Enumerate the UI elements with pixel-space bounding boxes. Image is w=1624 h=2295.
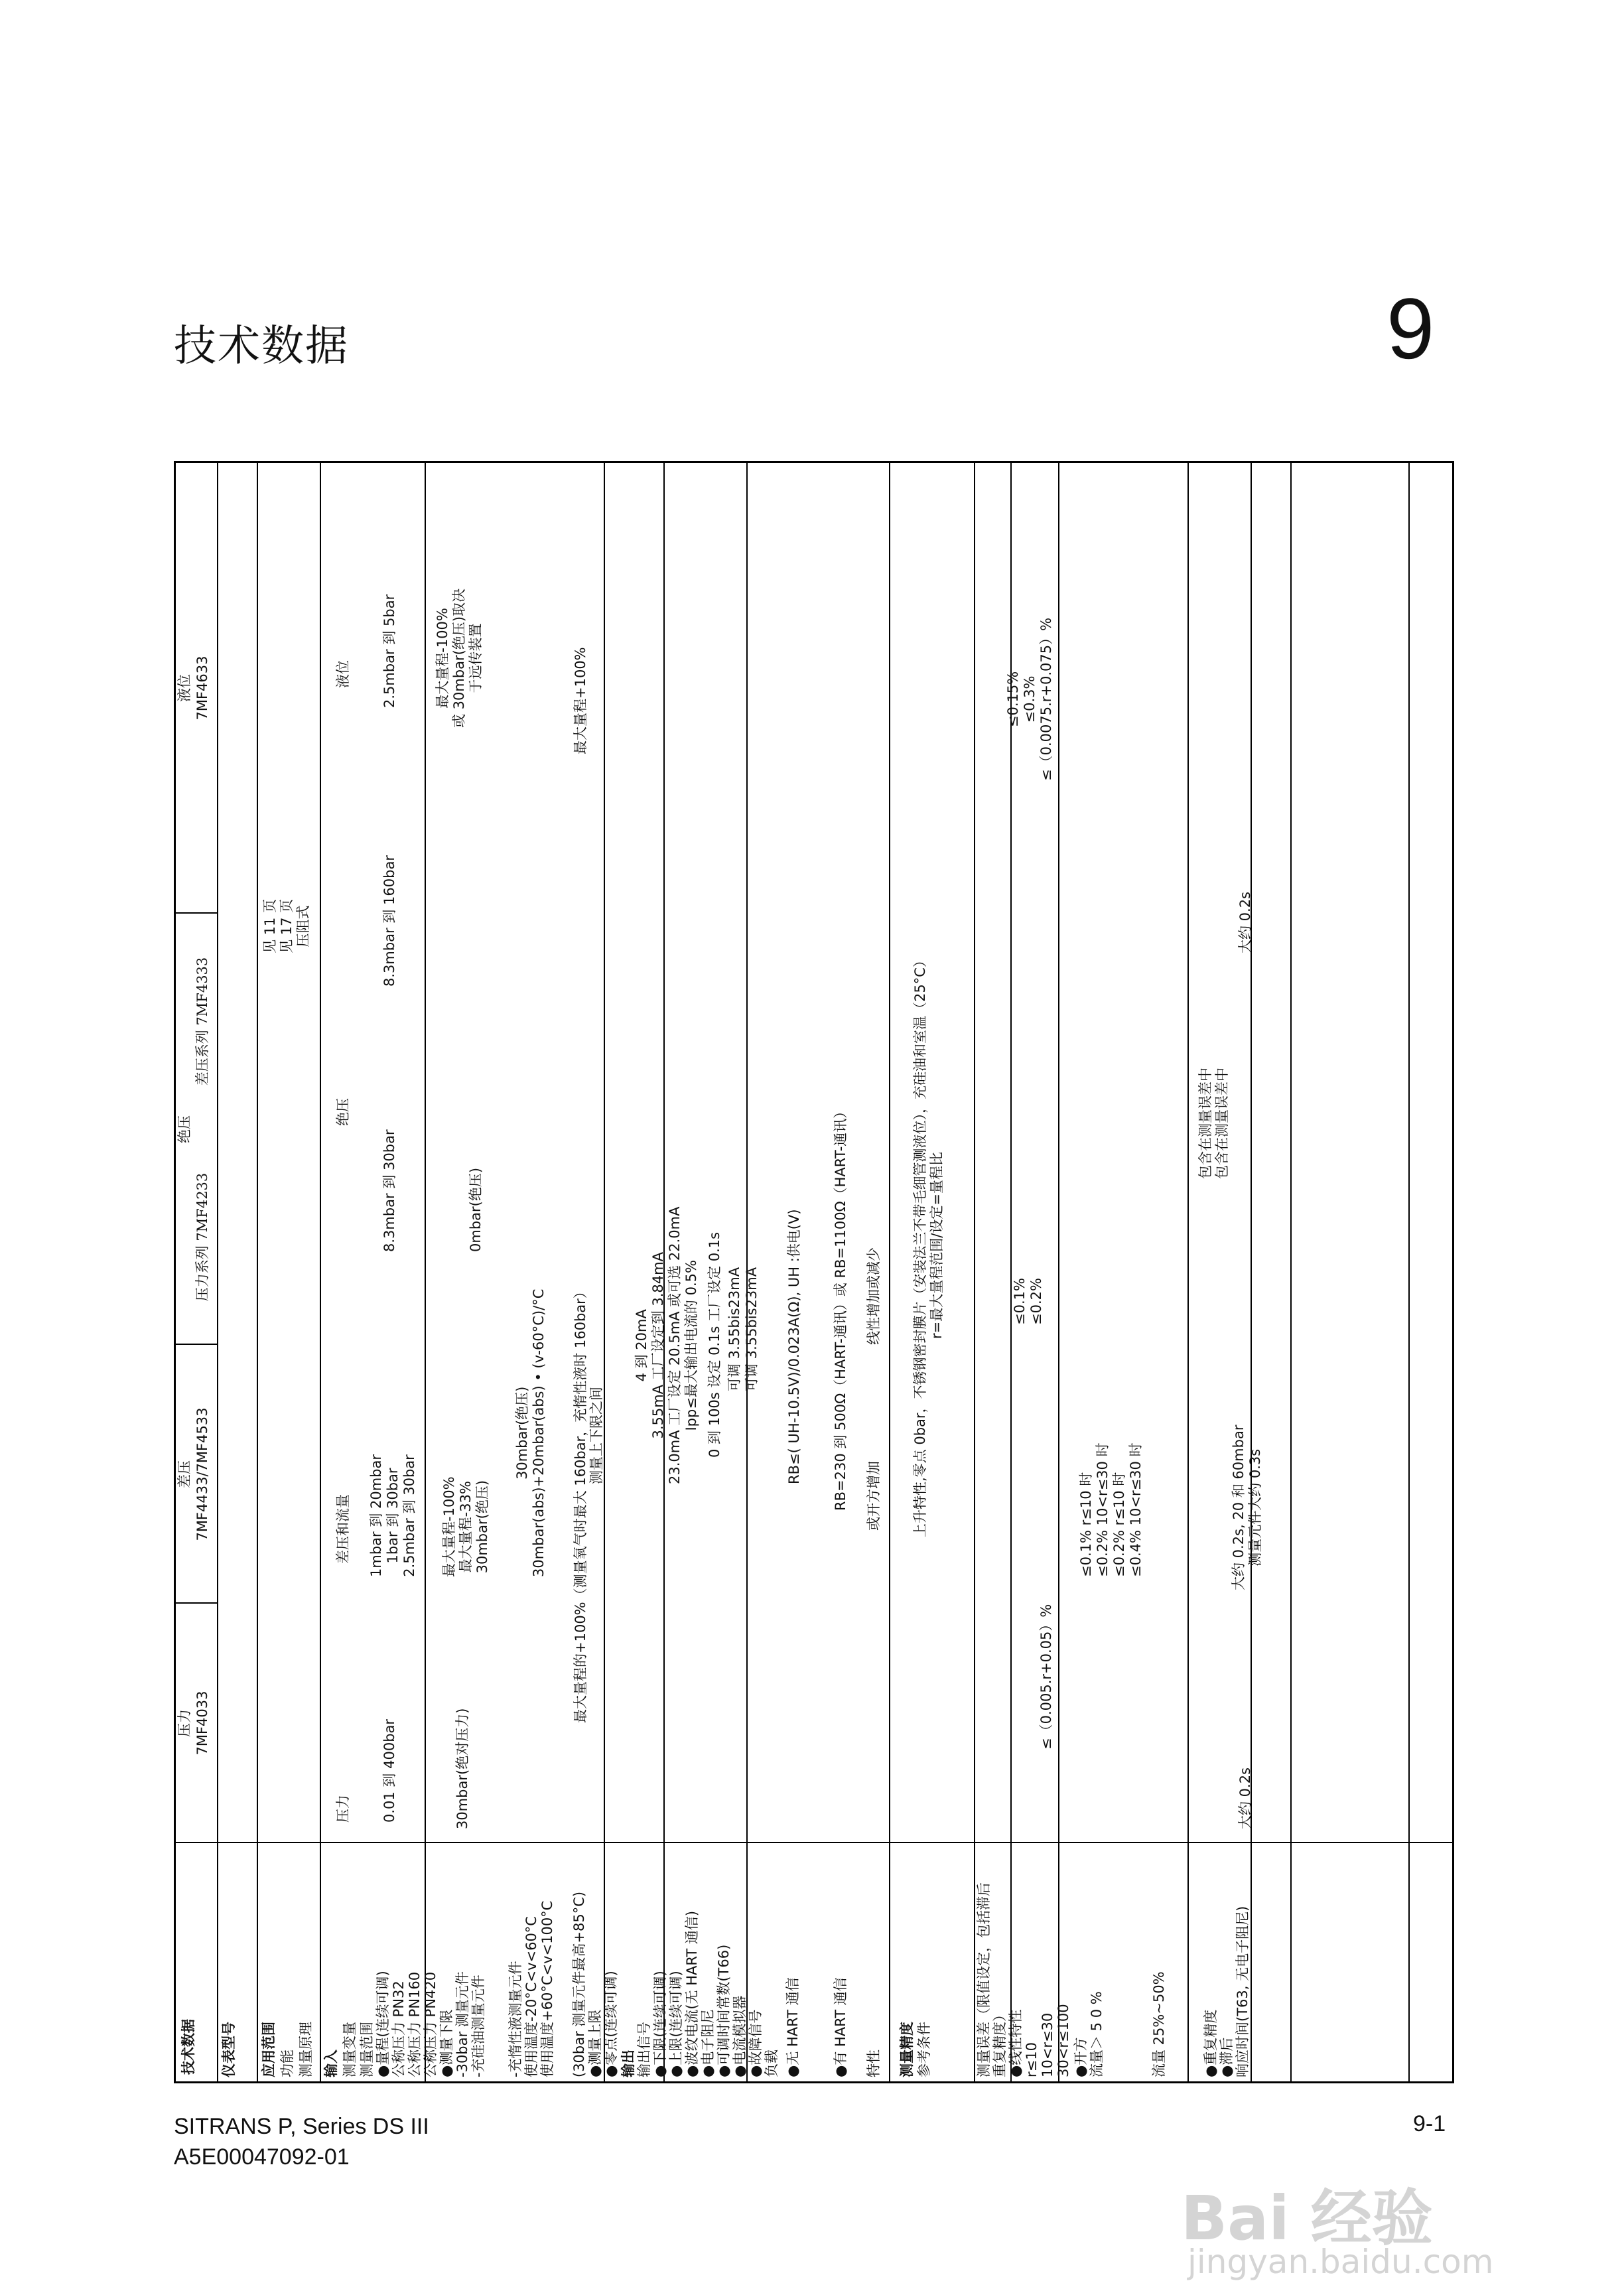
label-response: 响应时间(T63, 无电子阻尼) xyxy=(1235,1906,1251,2077)
chapter-number: 9 xyxy=(1387,280,1435,377)
label-reference: 参考条件 xyxy=(916,2022,932,2077)
label-linear: ●线性特性 xyxy=(1008,2009,1024,2077)
label-sqrt: ●开方 xyxy=(1073,2037,1089,2077)
label-span: ●量程(连续可调) xyxy=(375,1971,391,2077)
inert-values: 30mbar(绝压) 30mbar(abs)+20mbar(abs) • (v-60°C)/°C xyxy=(514,1288,547,1577)
col-level: 液位 7MF4633 xyxy=(176,656,210,721)
damping-value: 0 到 100s 设定 0.1s 工厂设定 0.1s xyxy=(707,1231,722,1458)
label-damping: ●电子阻尼 xyxy=(700,2009,716,2077)
function-values: 见 11 页 见 17 页 压阻式 xyxy=(262,898,311,953)
label-lower-30bar: -30bar 测量元件 xyxy=(454,1971,470,2077)
label-limit30: (30bar 测量元件最高+85°C) xyxy=(571,1891,587,2077)
label-repeatability: ●重复精度 xyxy=(1203,2009,1219,2077)
label-flow25: 流量 25%~50% xyxy=(1151,1971,1167,2077)
watermark-logo: Bai 经验 xyxy=(1181,2183,1433,2254)
linear-level: ≤0.15% ≤0.3% ≤（0.0075.r+0.075）% xyxy=(1005,617,1054,781)
label-r10: r≤10 xyxy=(1024,2042,1040,2077)
label-variable: 测量变量 xyxy=(342,2022,358,2077)
simulator-value: 可调 3.55bis23mA xyxy=(726,1267,742,1391)
label-upper-cont: ●上限(连续可调) xyxy=(668,1971,684,2077)
label-lower-cont: ●下限(连续可调) xyxy=(652,1971,668,2077)
with-hart-value: RB=230 到 500Ω（HART-通讯）或 RB=1100Ω（HART-通讯） xyxy=(833,1104,848,1511)
upper-limit: 最大量程的+100%（测量氧气时最大 160bar，充惰性液时 160bar） xyxy=(573,1285,588,1723)
variable-diff: 差压和流量 xyxy=(335,1494,351,1564)
label-characteristic: 特性 xyxy=(866,2050,882,2077)
label-lower-silicone: -充硅油测量元件 xyxy=(470,1975,486,2077)
range-diff: 1mbar 到 20mbar 1bar 到 30bar 2.5mbar 到 30bar xyxy=(368,1454,417,1577)
lower-diff: 最大量程-100% 最大量程-33% 30mbar(绝压) xyxy=(441,1476,490,1577)
range-level: 2.5mbar 到 5bar xyxy=(381,594,397,708)
label-r100: 30<r≤100 xyxy=(1055,2004,1071,2077)
fault-value: 可调 3.55bis23mA xyxy=(744,1267,760,1391)
label-pn32: 公称压力 PN32 xyxy=(391,1981,407,2077)
range-pressure: 0.01 到 400bar xyxy=(381,1718,397,1823)
label-hysteresis: ●滞后 xyxy=(1219,2037,1235,2077)
sqrt-values: ≤0.1% r≤10 时 ≤0.2% 10<r≤30 时 ≤0.2% r≤10 时 ≤0.4% 10<r≤30 时 xyxy=(1078,1442,1144,1577)
variable-abs: 绝压 xyxy=(335,1098,351,1126)
label-error: 测量误差（限值设定，包括滞后 xyxy=(976,1882,992,2077)
label-simulator: ●电流模拟器 xyxy=(732,1995,748,2077)
repeat-values: 包含在测量误差中 包含在测量误差中 xyxy=(1197,1068,1230,1179)
footer-product: SITRANS P, Series DS III A5E00047092-01 xyxy=(174,2114,429,2170)
label-pn160: 公称压力 PN160 xyxy=(407,1971,423,2077)
reference-values: 上升特性,零点 0bar，不锈钢密封膜片（安装法兰不带毛细管测液位），充硅油和室温（25°C） r=最大量程范围/设定=量程比 xyxy=(912,953,945,1537)
label-load: 负载 xyxy=(764,2050,779,2077)
label-output: 输出 xyxy=(620,2050,636,2077)
label-application: 应用范围 xyxy=(261,2022,277,2077)
watermark-url: jingyan.baidu.com xyxy=(1187,2243,1494,2281)
variable-pressure: 压力 xyxy=(335,1795,351,1823)
label-zero: ●零点(连续可调) xyxy=(603,1971,619,2077)
range-abs1: 8.3mbar 到 30bar xyxy=(381,1129,397,1252)
label-pn420: 公称压力 PN420 xyxy=(423,1971,439,2077)
range-abs2: 8.3mbar 到 160bar xyxy=(381,855,397,987)
label-temp2: 使用温度+60°C<v<100°C xyxy=(539,1900,555,2077)
upper-limit-level: 最大量程+100% xyxy=(573,647,588,754)
lower-level: 最大量程-100% 或 30mbar(绝压)取决 于远传装置 xyxy=(435,588,484,728)
label-fault: ●故障信号 xyxy=(748,2009,764,2077)
label-output-signal: 输出信号 xyxy=(636,2022,652,2077)
table-header xyxy=(176,463,218,2081)
footer-page: 9-1 xyxy=(1413,2111,1446,2136)
label-lower: ●测量下限 xyxy=(439,2009,454,2077)
label-temp1: 使用温度-20°C<v<60°C xyxy=(523,1916,539,2077)
label-function: 功能 xyxy=(279,2050,295,2077)
characteristic-linear: 线性增加或减少 xyxy=(866,1247,882,1345)
zero-value: 测量上下限之间 xyxy=(588,1387,604,1484)
caption: 技术数据 xyxy=(180,2019,196,2075)
linear-abs: ≤0.1% ≤0.2% xyxy=(1012,1278,1044,1325)
label-inert: -充惰性液测量元件 xyxy=(508,1961,523,2077)
label-upper: ●测量上限 xyxy=(587,2009,603,2077)
output-values: 4 到 20mA 3.55mA 工厂设定到 3.84mA 23.0mA 工厂设定 20.5mA 或可选 22.0mA Ipp≤最大输出电流的 0.5% xyxy=(634,1206,699,1484)
response-diff: 大约 0.2s, 20 和 60mbar 测量元件大约 0.3s xyxy=(1231,1425,1263,1590)
page-title: 技术数据 xyxy=(174,322,349,371)
response-pressure: 大约 0.2s xyxy=(1237,1767,1253,1829)
label-time-const: ●可调时间常数(T66) xyxy=(716,1944,732,2077)
variable-level: 液位 xyxy=(335,660,351,688)
label-no-hart: ●无 HART 通信 xyxy=(785,1977,801,2077)
lower-abs: 0mbar(绝压) xyxy=(468,1167,484,1252)
technical-data-table xyxy=(174,461,1454,2083)
label-flow50: 流量＞ 5 0 % xyxy=(1089,1991,1105,2077)
label-with-hart: ●有 HART 通信 xyxy=(833,1977,848,2077)
label-input: 输入 xyxy=(323,2050,339,2077)
label-range: 测量范围 xyxy=(359,2022,375,2077)
linear-diff: ≤（0.005.r+0.05）% xyxy=(1038,1604,1054,1750)
no-hart-value: RB≤( UH-10.5V)/0.023A(Ω), UH :供电(V) xyxy=(786,1209,802,1484)
label-repeat: 重复精度） xyxy=(992,2008,1008,2077)
response-dp: 大约 0.2s xyxy=(1237,891,1253,953)
label-principle: 测量原理 xyxy=(298,2022,314,2077)
label-model: 仪表型号 xyxy=(221,2022,237,2077)
col-abs: 绝压 压力系列 7MF4233 差压系列 7MF4333 xyxy=(176,957,210,1302)
characteristic-sqrt: 或开方增加 xyxy=(866,1461,882,1531)
label-accuracy: 测量精度 xyxy=(899,2022,915,2077)
col-diff: 差压 7MF4433/7MF4533 xyxy=(176,1407,210,1541)
label-ripple: ●波纹电流(无 HART 通信) xyxy=(684,1910,700,2077)
lower-pressure: 30mbar(绝对压力) xyxy=(454,1708,470,1829)
label-r30: 10<r≤30 xyxy=(1040,2012,1055,2077)
col-pressure: 压力 7MF4033 xyxy=(176,1691,210,1756)
